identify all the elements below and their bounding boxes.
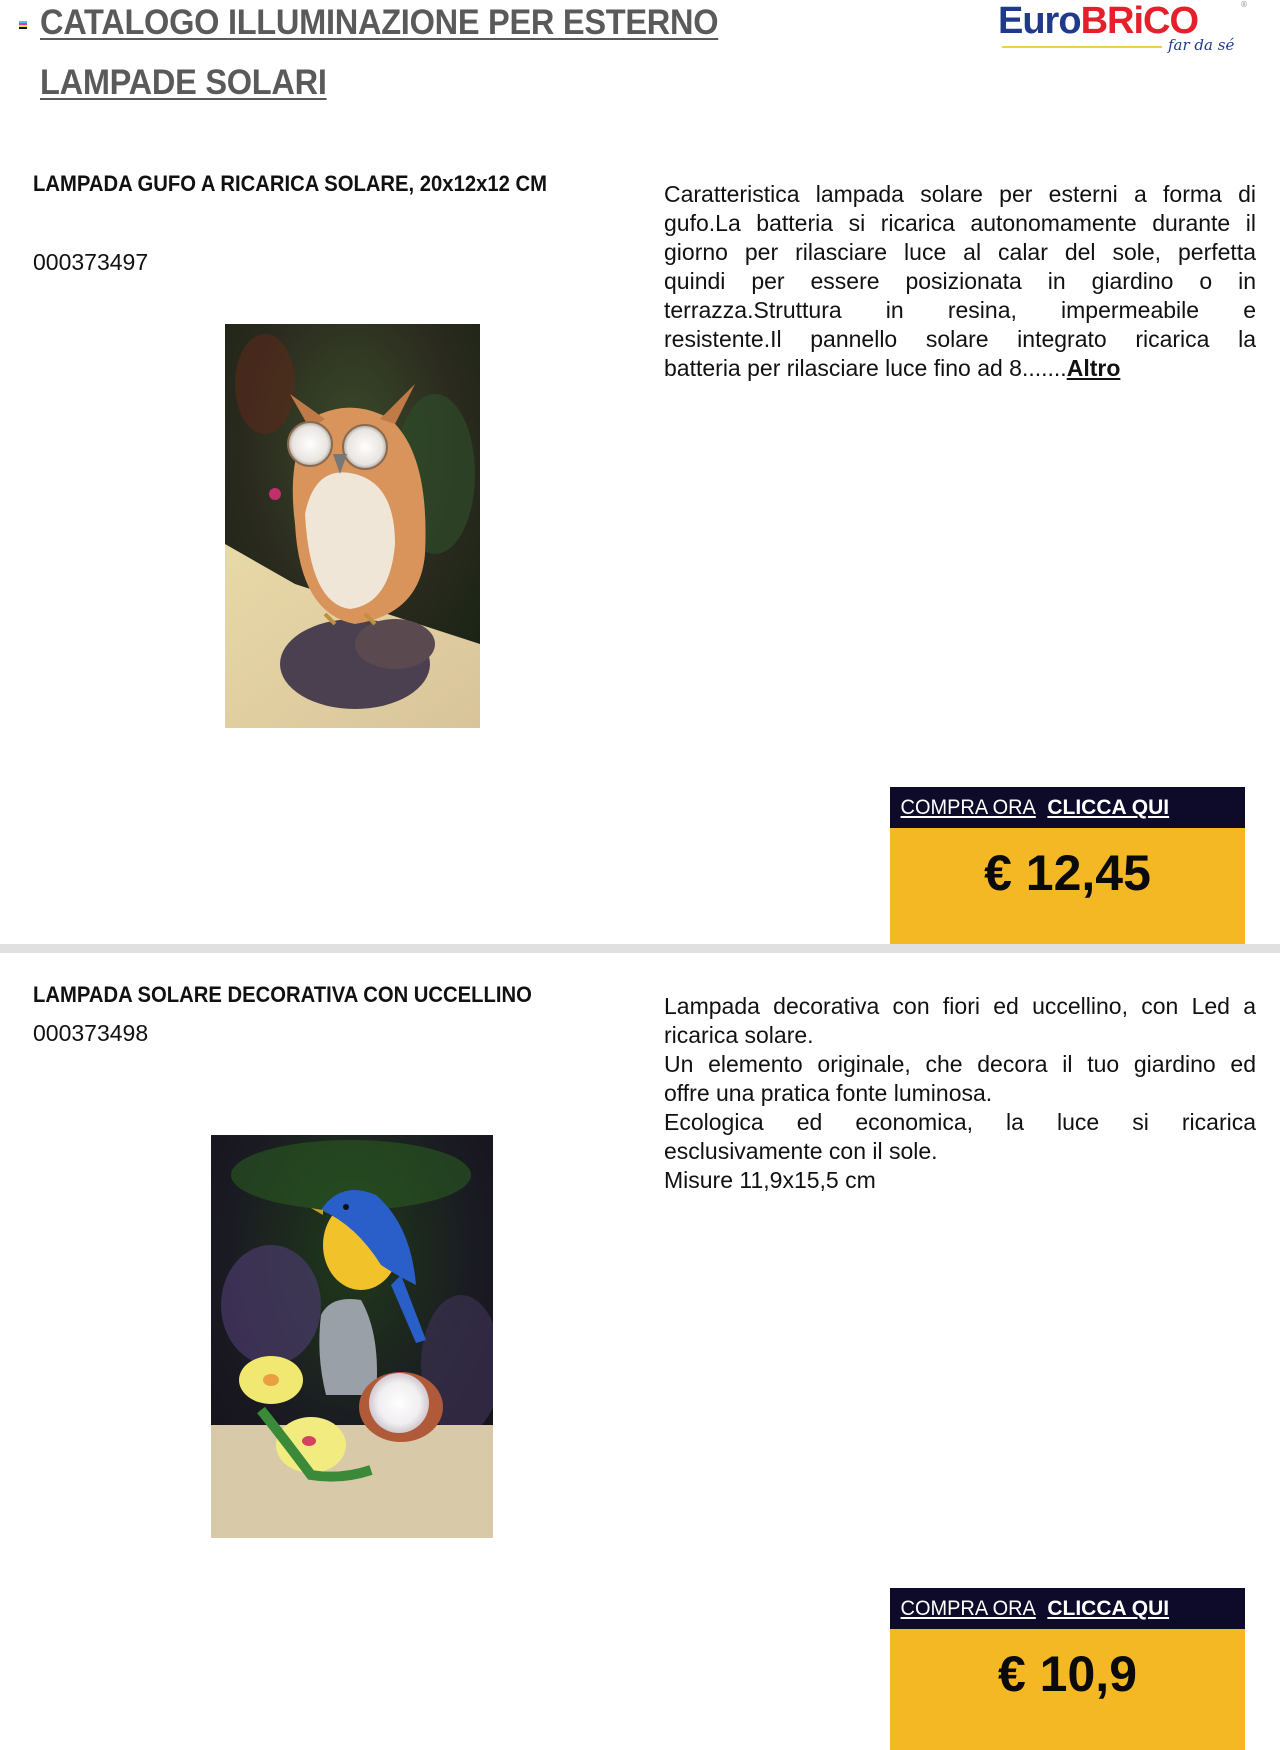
description-line: Misure 11,9x15,5 cm [664,1167,876,1193]
product-description [664,992,1256,1195]
buy-now-link[interactable]: COMPRA ORA [900,1596,1036,1620]
section-title[interactable]: LAMPADE SOLARI [40,63,327,102]
product-description [664,180,1256,383]
description-line: giorno per rilasciare luce al calar del sole, perfetta [664,239,1256,265]
price-panel [890,828,1245,948]
description-line: quindi per essere posizionata in giardino o in [664,268,1256,294]
logo-brico: BRiCO [1080,0,1199,42]
logo-euro: Euro [998,0,1081,42]
description-line: Un elemento originale, che decora il tuo giardino ed [664,1051,1256,1077]
description-truncated-text: batteria per rilasciare luce fino ad 8....... [664,355,1067,381]
owl-solar-lamp-photo [225,324,480,728]
price-value: € 10,9 [997,1646,1137,1702]
logo-underline [1002,46,1162,48]
click-here-link[interactable]: CLICCA QUI [1047,795,1170,819]
description-line: gufo.La batteria si ricarica autonomamente durante il [664,210,1256,236]
section-divider [0,944,1280,953]
description-line: esclusivamente con il sole. [664,1138,938,1164]
description-line: Ecologica ed economica, la luce si ricarica [664,1109,1256,1135]
product-code: 000373497 [33,249,149,275]
price-box [890,787,1245,948]
click-here-link[interactable]: CLICCA QUI [1047,1596,1170,1620]
product-name: LAMPADA GUFO A RICARICA SOLARE, 20x12x12 CM [33,171,547,196]
registered-mark: ® [1240,0,1248,9]
description-line: ricarica solare. [664,1022,814,1048]
description-line: Caratteristica lampada solare per esterni a forma di [664,181,1256,207]
eurobrico-logo [998,0,1248,60]
buy-now-bar [890,787,1245,828]
price-box [890,1588,1245,1750]
cmyk-print-icon [19,21,27,29]
description-line: resistente.Il pannello solare integrato ricarica la [664,326,1256,352]
product-code: 000373498 [33,1020,149,1046]
catalog-title[interactable]: CATALOGO ILLUMINAZIONE PER ESTERNO [40,3,719,42]
read-more-link[interactable]: Altro [1066,355,1121,381]
buy-now-link[interactable]: COMPRA ORA [900,795,1036,819]
buy-now-bar [890,1588,1245,1629]
description-line: Lampada decorativa con fiori ed uccellino, con Led a [664,993,1256,1019]
bird-solar-lamp-photo [211,1135,493,1538]
price-value: € 12,45 [984,845,1151,901]
logo-tagline: far da sé [1168,36,1235,54]
description-line: offre una pratica fonte luminosa. [664,1080,993,1106]
product-name: LAMPADA SOLARE DECORATIVA CON UCCELLINO [33,982,532,1007]
description-last-line [664,354,1256,383]
description-line: terrazza.Struttura in resina, impermeabile e [664,297,1256,323]
price-panel [890,1629,1245,1750]
